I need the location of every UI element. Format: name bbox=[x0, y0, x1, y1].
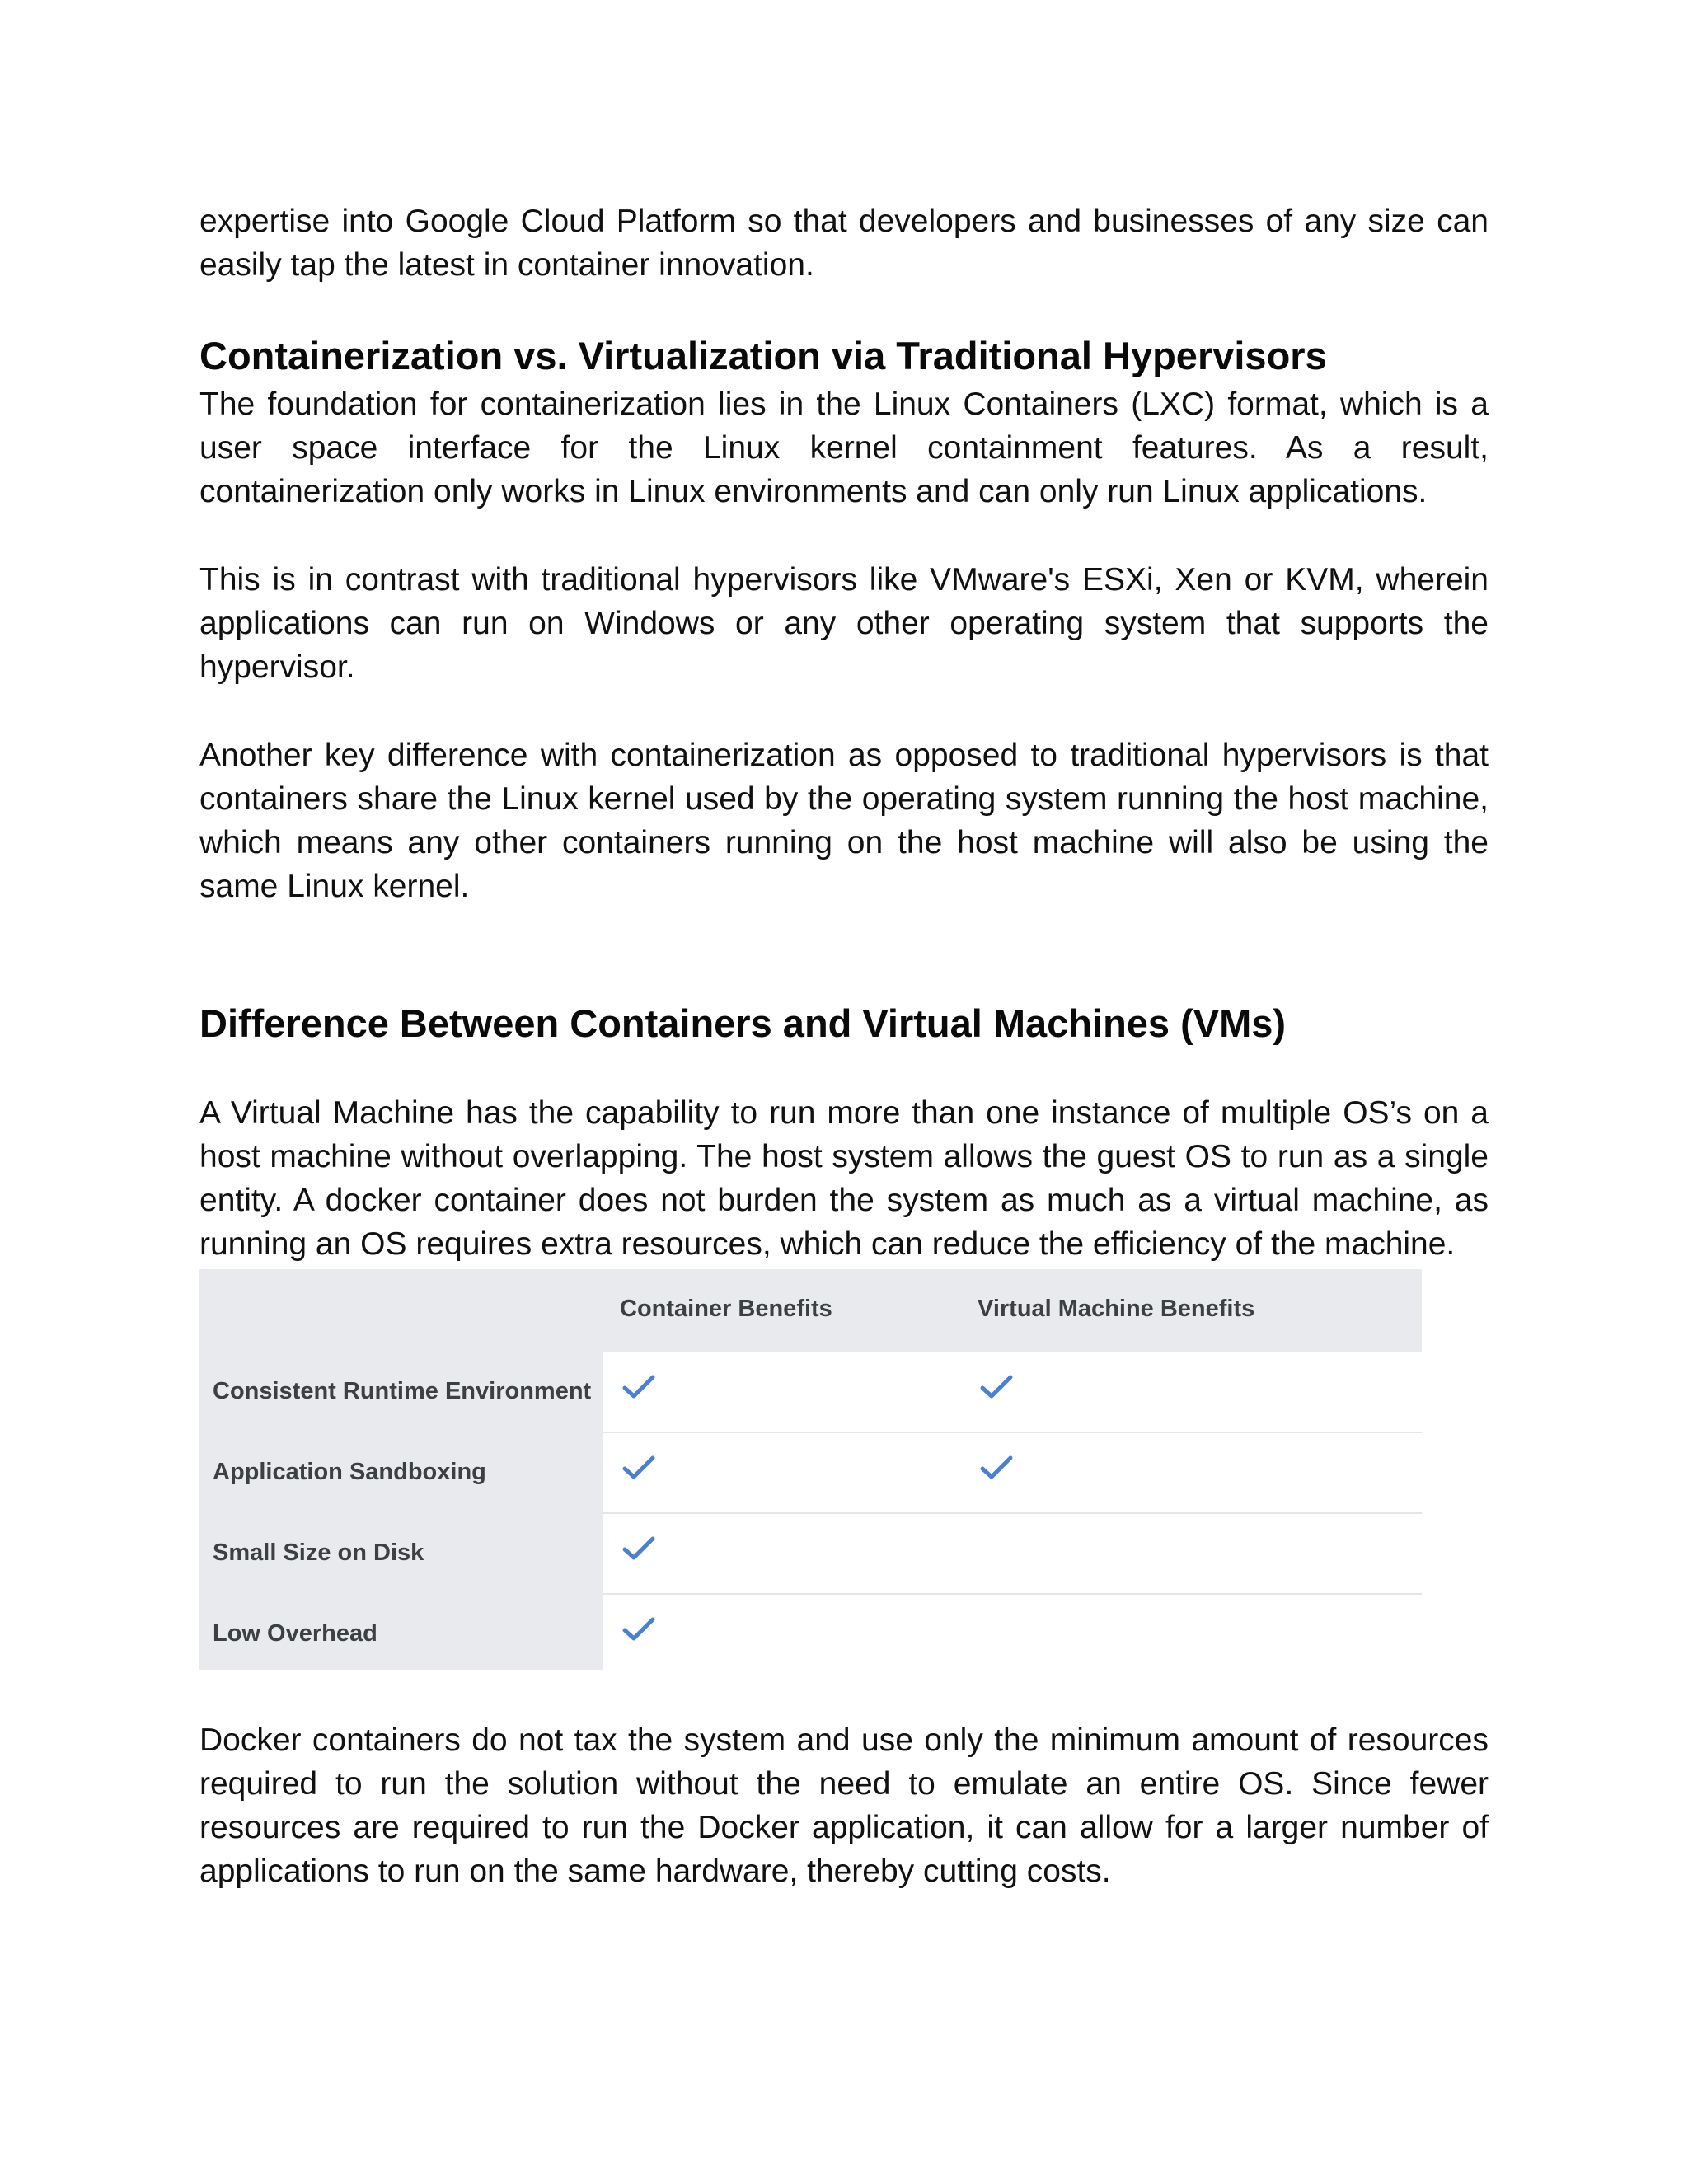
checkmark-icon bbox=[621, 1615, 656, 1643]
checkmark-icon bbox=[621, 1535, 656, 1563]
table-row-divider bbox=[603, 1512, 1422, 1514]
table-column-header: Virtual Machine Benefits bbox=[978, 1296, 1255, 1322]
table-row-label: Consistent Runtime Environment bbox=[213, 1378, 592, 1404]
paragraph-vm-capability: A Virtual Machine has the capability to run more than one instance of multiple OS’s on a host machine without overlapping. The host system allows the guest OS to run as a single entity. A docker container does not burden the system as much as a virtual machine, as running an OS requires extra resources, which can reduce the efficiency of the machine. bbox=[199, 1095, 1489, 1262]
paragraph-docker-resources: Docker containers do not tax the system and use only the minimum amount of resources required to run the solution without the need to emulate an entire OS. Since fewer resources are required to run the Docker application, it can allow for a larger number of applications to run on the same hardware, thereby cutting costs. bbox=[199, 1722, 1489, 1889]
table-row bbox=[199, 1594, 1422, 1675]
paragraph-hypervisors: This is in contrast with traditional hypervisors like VMware's ESXi, Xen or KVM, wherein applications can run on Windows or any other operating system that supports the hypervisor. bbox=[199, 562, 1489, 685]
table-row bbox=[199, 1432, 1422, 1513]
intro-paragraph-block bbox=[199, 199, 1489, 287]
closing-paragraph-block bbox=[199, 1718, 1489, 1893]
intro-paragraph: expertise into Google Cloud Platform so that developers and businesses of any size can easily tap the latest in container innovation. bbox=[199, 204, 1489, 283]
table-row-label: Low Overhead bbox=[213, 1620, 377, 1647]
checkmark-icon bbox=[621, 1454, 656, 1482]
benefits-comparison-table bbox=[199, 1269, 1422, 1673]
table-row-label: Small Size on Disk bbox=[213, 1540, 424, 1566]
paragraph-lxc: The foundation for containerization lies in the Linux Containers (LXC) format, which is a user space interface for the Linux kernel containment features. As a result, containerization only works in Linux environments and can only run Linux applications. bbox=[199, 387, 1489, 509]
checkmark-icon bbox=[979, 1373, 1014, 1401]
section-heading: Difference Between Containers and Virtual Machines (VMs) bbox=[199, 1001, 1287, 1045]
table-column-header: Container Benefits bbox=[620, 1296, 832, 1322]
section-heading: Containerization vs. Virtualization via Traditional Hypervisors bbox=[199, 334, 1327, 377]
section-containerization-vs-virtualization bbox=[199, 331, 1489, 908]
table-row-label: Application Sandboxing bbox=[213, 1459, 486, 1485]
checkmark-icon bbox=[979, 1454, 1014, 1482]
table-row-divider bbox=[603, 1432, 1422, 1433]
paragraph-shared-kernel: Another key difference with containerization as opposed to traditional hypervisors is that containers share the Linux kernel used by the operating system running the host machine, which means any other containers running on the host machine will also be using the same Linux kernel. bbox=[199, 738, 1489, 904]
table-header-row bbox=[199, 1269, 1422, 1352]
section-containers-vs-vms bbox=[199, 999, 1489, 1266]
checkmark-icon bbox=[621, 1373, 656, 1401]
table-row bbox=[199, 1513, 1422, 1594]
table-row bbox=[199, 1352, 1422, 1432]
table-row-divider bbox=[603, 1593, 1422, 1595]
